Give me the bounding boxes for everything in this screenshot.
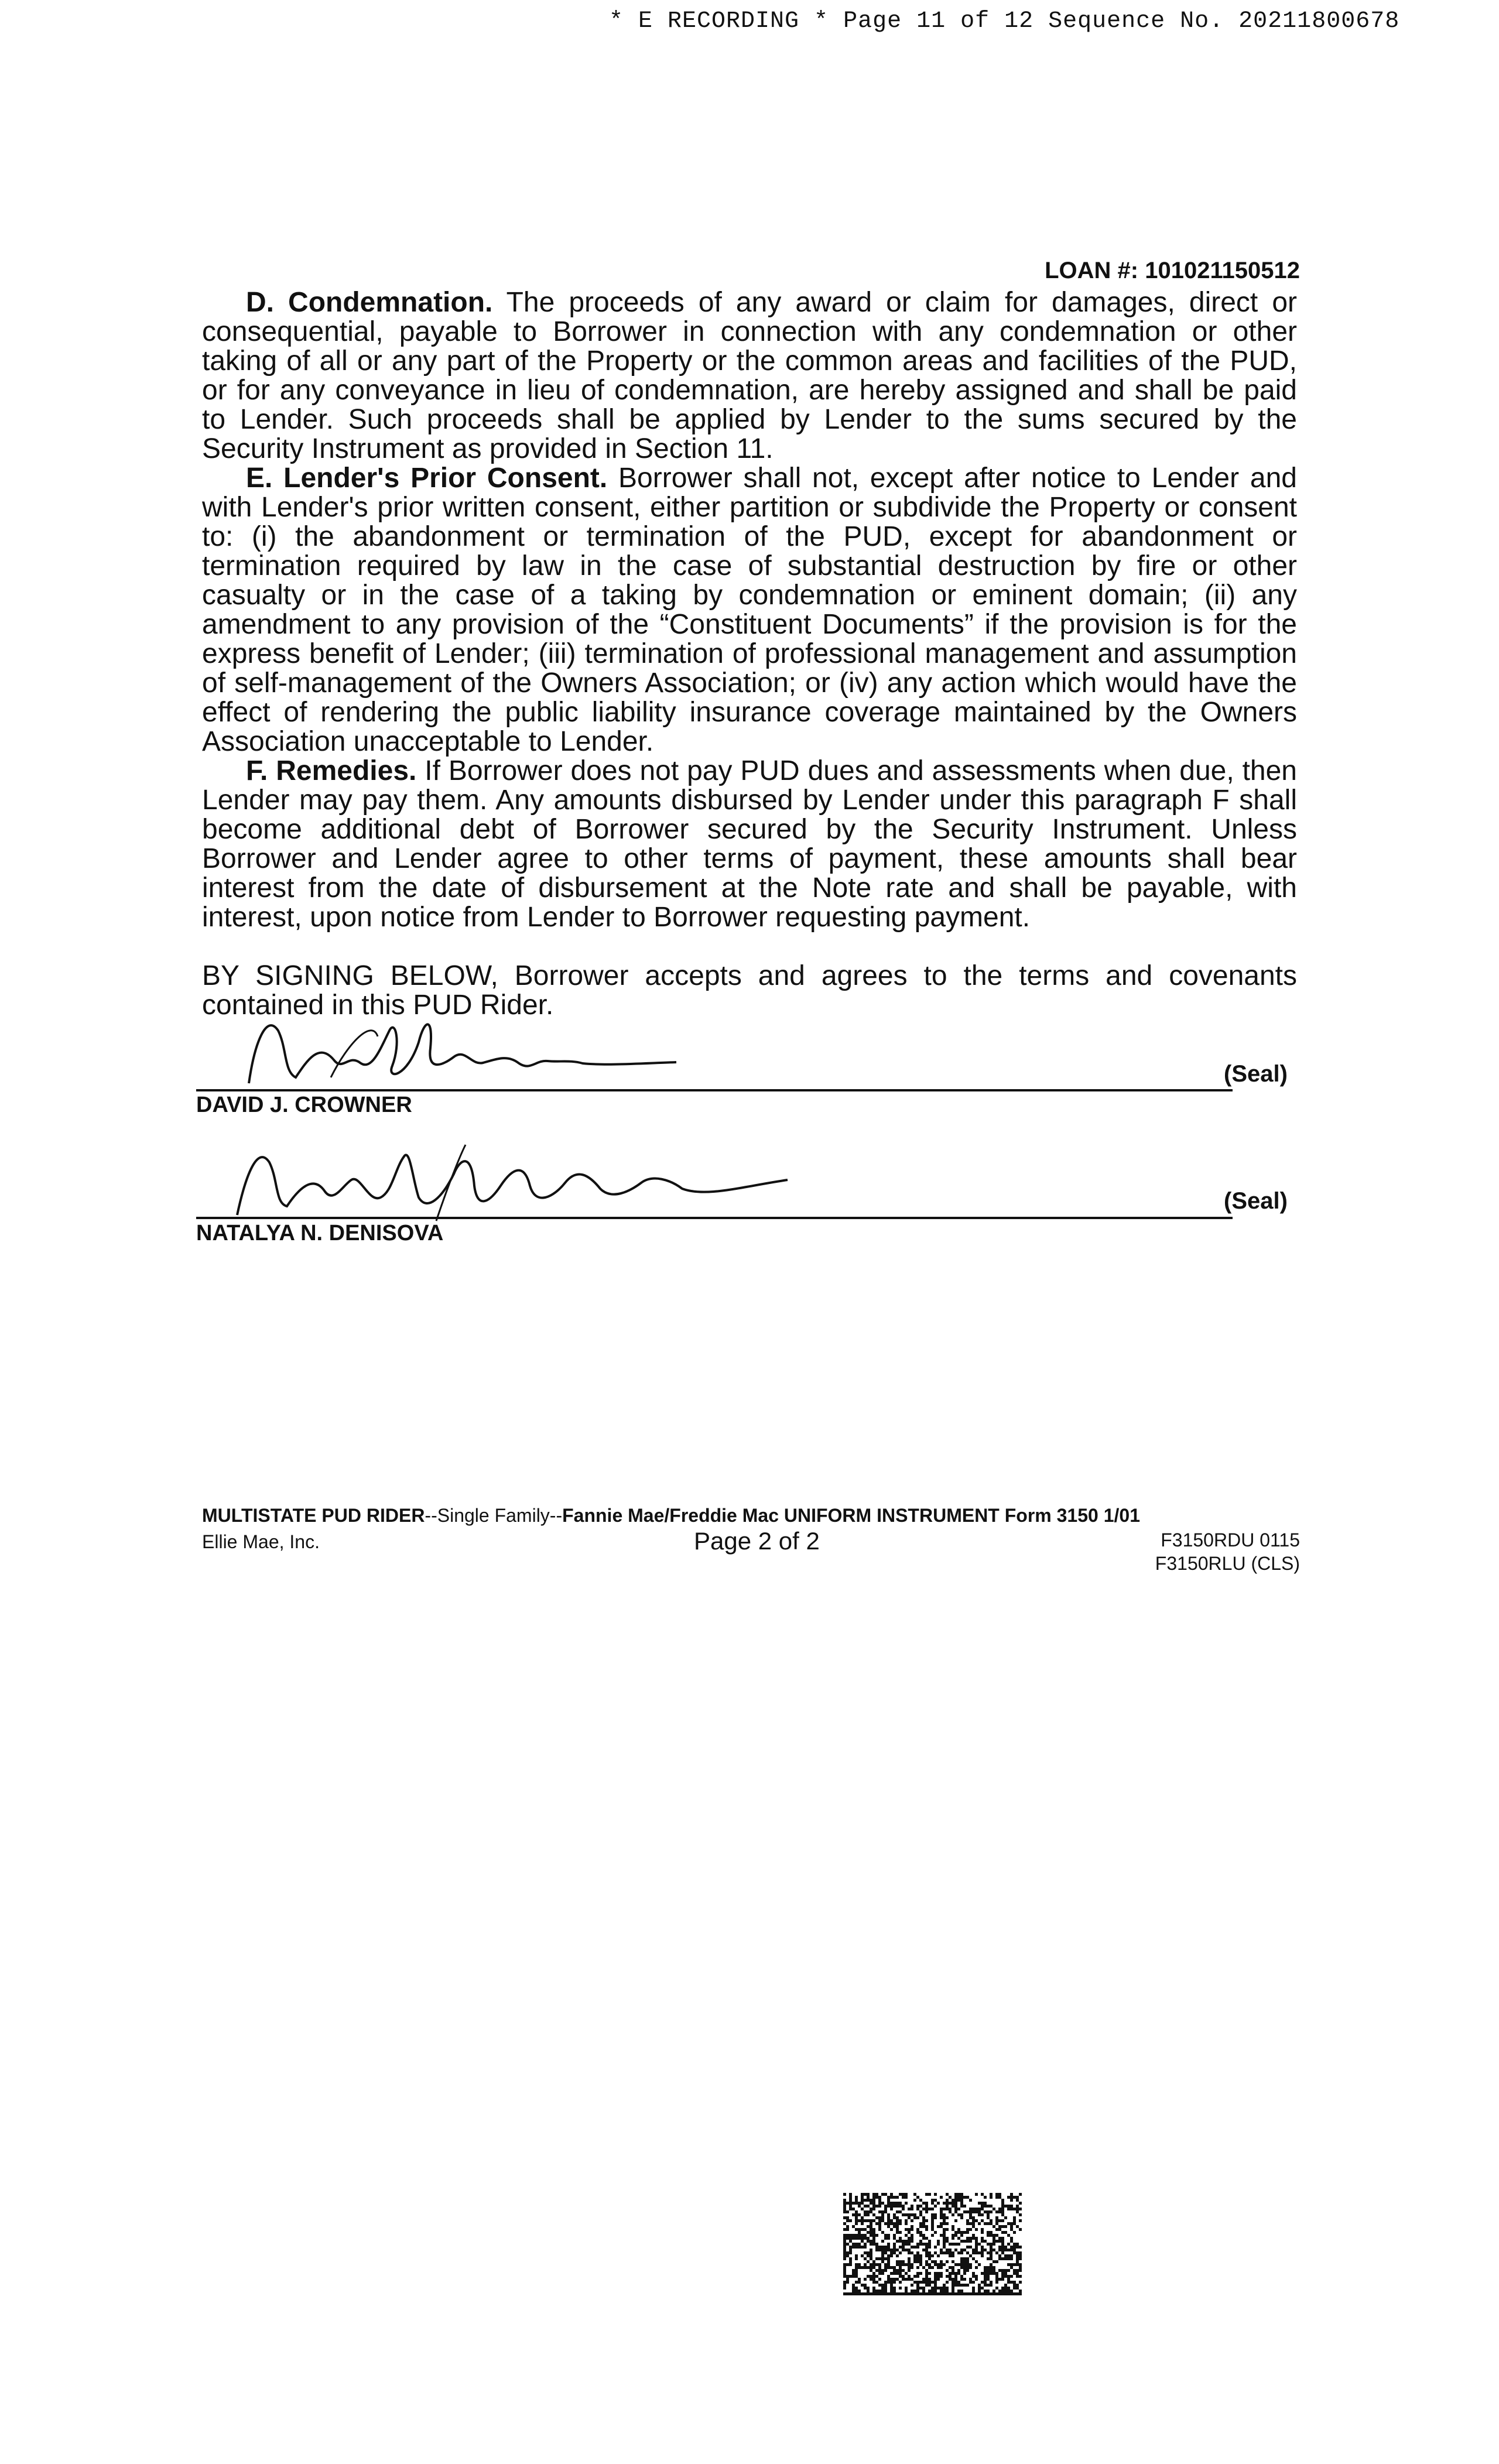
section-e <box>202 464 1297 757</box>
loan-number <box>1045 258 1300 284</box>
loan-label: LOAN #: <box>1045 258 1139 283</box>
form-title-rest: Fannie Mae/Freddie Mac UNIFORM INSTRUMENT Form 3150 1/01 <box>562 1505 1140 1526</box>
form-title <box>202 1505 1140 1527</box>
form-title-sub: --Single Family-- <box>425 1505 563 1526</box>
section-e-text: Borrower shall not, except after notice to Lender and with Lender's prior written consent, either partition or subdivide the Property or consent to: (i) the abandonment or termination of the PUD, except for abandonment or termination required by law in the case of substantial destruction by fire or other casualty or in the case of a taking by condemnation or eminent domain; (ii) any amendment to any provision of the “Constituent Documents” if the provision is for the express benefit of Lender; (iii) termination of professional management and assumption of self-management of the Owners Association; or (iv) any action which would have the effect of rendering the public liability insurance coverage maintained by the Owners Association unacceptable to Lender. <box>202 463 1297 757</box>
company-name: Ellie Mae, Inc. <box>202 1531 320 1552</box>
recording-stamp: * E RECORDING * Page 11 of 12 Sequence No. 20211800678 <box>609 8 1400 35</box>
signature-icon <box>225 1133 840 1227</box>
signer-name: NATALYA N. DENISOVA <box>196 1221 444 1245</box>
section-f-heading: F. Remedies. <box>246 755 417 786</box>
signature-line <box>196 1217 1233 1219</box>
signer-name: DAVID J. CROWNER <box>196 1093 412 1117</box>
rider-body <box>202 288 1297 1020</box>
section-d-heading: D. Condemnation. <box>246 287 493 318</box>
qr-barcode-icon <box>843 2193 1022 2295</box>
form-code-1: F3150RDU 0115 <box>1161 1529 1300 1551</box>
form-title-main: MULTISTATE PUD RIDER <box>202 1505 425 1526</box>
seal-label: (Seal) <box>1224 1061 1288 1087</box>
form-code-2: F3150RLU (CLS) <box>1155 1553 1300 1574</box>
signature-line <box>196 1089 1233 1091</box>
loan-value: 101021150512 <box>1145 258 1300 283</box>
section-d <box>202 288 1297 464</box>
closing-statement: BY SIGNING BELOW, Borrower accepts and agrees to the terms and covenants contained in this PUD Rider. <box>202 960 1297 1021</box>
section-f-text: If Borrower does not pay PUD dues and assessments when due, then Lender may pay them. Any amounts disbursed by Lender under this paragraph F shall become additional debt of Borrower secured by the Security Instrument. Unless Borrower and Lender agree to other terms of payment, these amounts shall bear interest from the date of disbursement at the Note rate and shall be payable, with interest, upon notice from Lender to Borrower requesting payment. <box>202 755 1297 933</box>
signature-block-1 <box>196 1007 1297 1124</box>
page-number: Page 2 of 2 <box>694 1527 820 1555</box>
section-e-heading: E. Lender's Prior Consent. <box>246 463 608 494</box>
section-f <box>202 757 1297 932</box>
section-d-text: The proceeds of any award or claim for damages, direct or consequential, payable to Borrower in connection with any condemnation or other taking of all or any part of the Property or the common areas and facilities of the PUD, or for any conveyance in lieu of condemnation, are hereby assigned and shall be paid to Lender. Such proceeds shall be applied by Lender to the sums secured by the Security Instrument as provided in Section 11. <box>202 287 1297 464</box>
seal-label: (Seal) <box>1224 1188 1288 1214</box>
signature-icon <box>231 1007 758 1089</box>
signature-block-2 <box>196 1133 1297 1250</box>
